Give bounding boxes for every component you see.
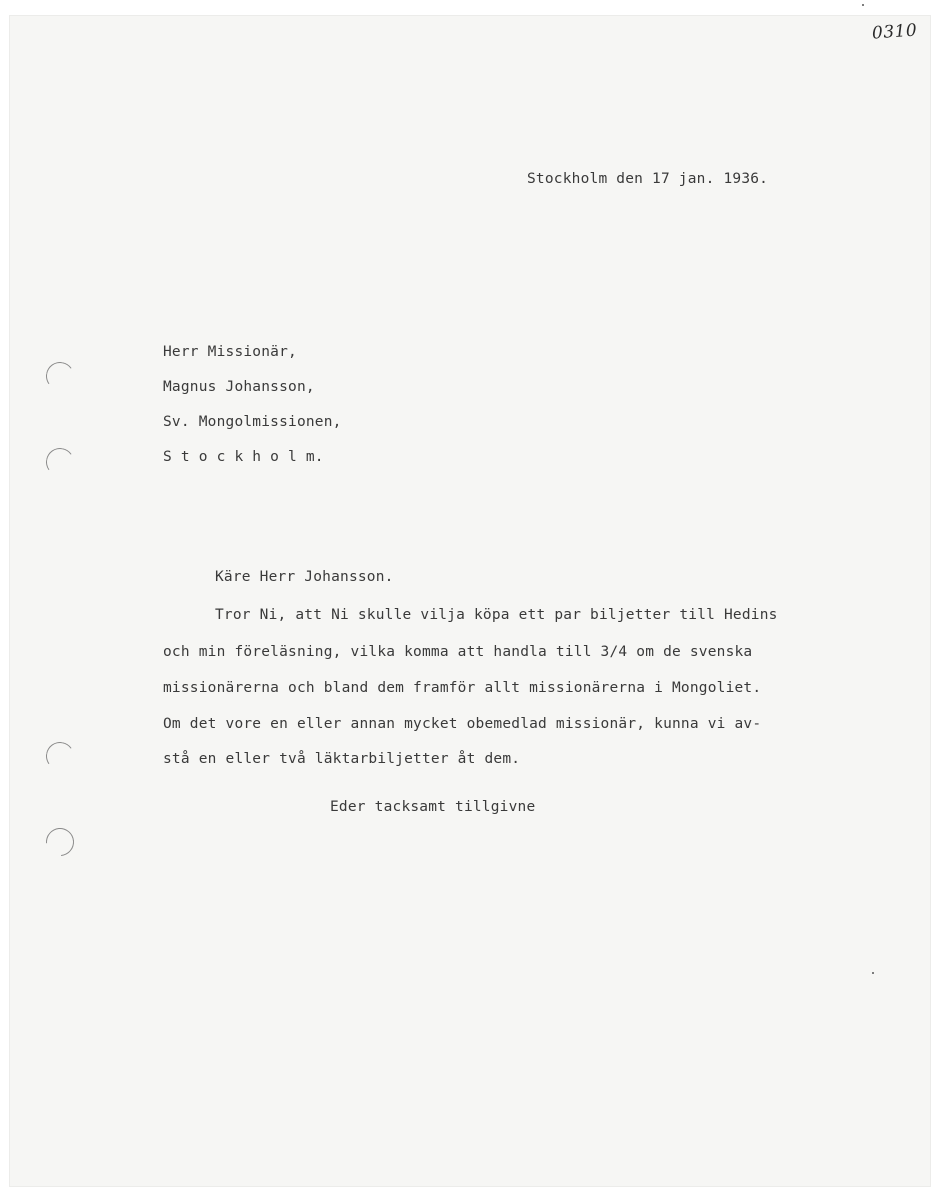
body-line: missionärerna och bland dem framför allt missionärerna i Mongoliet. <box>163 680 762 696</box>
body-line: stå en eller två läktarbiljetter åt dem. <box>163 751 521 767</box>
address-line-city: S t o c k h o l m. <box>163 449 324 465</box>
paper-speck <box>862 4 864 6</box>
archive-number: 0310 <box>871 20 918 44</box>
address-line-title: Herr Missionär, <box>163 344 297 360</box>
letter-page <box>10 16 930 1186</box>
closing-line: Eder tacksamt tillgivne <box>330 799 536 815</box>
body-line: och min föreläsning, vilka komma att handla till 3/4 om de svenska <box>163 644 753 660</box>
body-line: Tror Ni, att Ni skulle vilja köpa ett par biljetter till Hedins <box>215 607 778 623</box>
address-line-organization: Sv. Mongolmissionen, <box>163 414 342 430</box>
paper-speck <box>872 972 874 974</box>
place-date-line: Stockholm den 17 jan. 1936. <box>527 171 769 187</box>
address-line-name: Magnus Johansson, <box>163 379 315 395</box>
salutation: Käre Herr Johansson. <box>215 569 394 585</box>
body-line: Om det vore en eller annan mycket obemedlad missionär, kunna vi av- <box>163 716 762 732</box>
